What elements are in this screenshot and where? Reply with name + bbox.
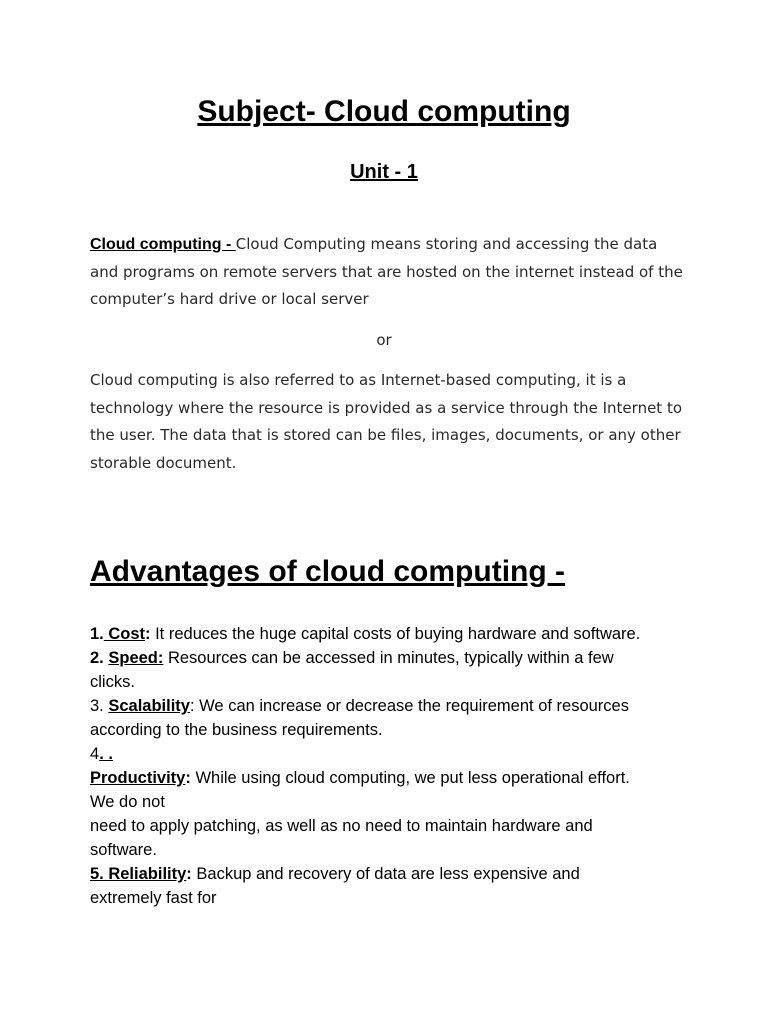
advantages-heading: Advantages of cloud computing - [90,555,566,588]
reliability-label: 5. Reliability [90,865,187,883]
or-separator: or [376,331,392,349]
advantage-speed: 2. Speed: Resources can be accessed in minutes, typically within a few [90,649,614,667]
advantage-cost: 1. Cost: It reduces the huge capital costs of buying hardware and software. [90,625,641,643]
advantage-productivity-cont: We do not [90,793,165,811]
speed-label: Speed: [108,649,164,667]
unit-heading: Unit - 1 [350,161,418,183]
advantages-list [90,622,700,910]
alt-definition-paragraph: Cloud computing is also referred to as Internet-based computing, it is a technology where the resource is provided as a service through the Internet to the user. The data that is stored can be files, images, documents, or any other storable document. [90,371,683,472]
advantage-productivity-cont-2: need to apply patching, as well as no need to maintain hardware and [90,817,593,835]
document-title: Subject- Cloud computing [197,95,571,128]
advantage-reliability-cont: extremely fast for [90,889,217,907]
advantage-productivity: Productivity: While using cloud computing, we put less operational effort. [90,769,630,787]
advantage-four-marker: 4. . [90,745,113,763]
advantage-reliability: 5. Reliability: Backup and recovery of data are less expensive and [90,865,580,883]
definition-label: Cloud computing - [90,236,236,253]
advantage-scalability-cont: according to the business requirements. [90,721,383,739]
definition-text: Cloud Computing means storing and accessing the data and programs on remote servers that are hosted on the internet instead of the computer’s hard drive or local server [90,235,683,308]
advantage-productivity-cont-3: software. [90,841,157,859]
productivity-label: Productivity [90,769,186,787]
definition-paragraph [90,231,690,314]
scalability-label: Scalability [108,697,190,715]
advantage-scalability: 3. Scalability: We can increase or decrease the requirement of resources [90,697,629,715]
advantage-speed-cont: clicks. [90,673,135,691]
cost-label: Cost [103,625,146,643]
